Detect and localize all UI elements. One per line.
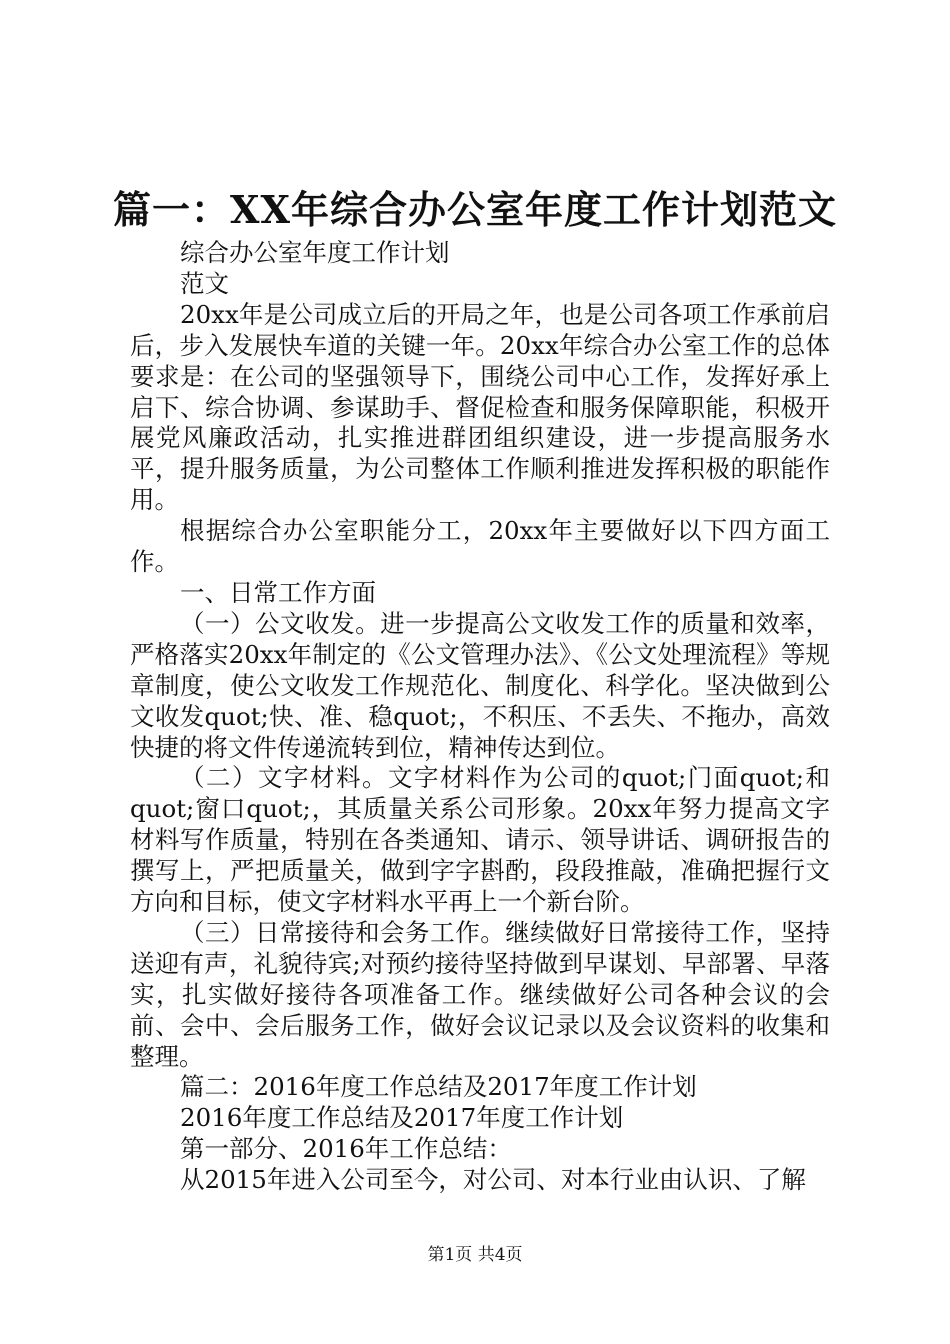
paragraph: 20xx年是公司成立后的开局之年，也是公司各项工作承前启后，步入发展快车道的关键一年。20xx年综合办公室工作的总体要求是：在公司的坚强领导下，围绕公司中心工作，发挥好承上启下、综合协调、参谋助手、督促检查和服务保障职能，积极开展党风廉政活动，扎实推进群团组织建设，进一步提高服务水平，提升服务质量，为公司整体工作顺利推进发挥积极的职能作用。 bbox=[130, 299, 830, 515]
document-body bbox=[130, 238, 830, 1196]
paragraph: 第一部分、2016年工作总结： bbox=[180, 1134, 512, 1164]
paragraph: 根据综合办公室职能分工，20xx年主要做好以下四方面工作。 bbox=[130, 516, 830, 577]
paragraph: 综合办公室年度工作计划 bbox=[180, 238, 450, 267]
paragraph: 范文 bbox=[180, 268, 229, 298]
section-heading: 篇二：2016年度工作总结及2017年度工作计划 bbox=[180, 1072, 697, 1102]
paragraph: 从2015年进入公司至今，对公司、对本行业由认识、了解 bbox=[180, 1165, 806, 1195]
page-footer: 第1页 共4页 bbox=[427, 1245, 523, 1265]
paragraph: 2016年度工作总结及2017年度工作计划 bbox=[180, 1103, 624, 1133]
document-title: 篇一：XX年综合办公室年度工作计划范文 bbox=[113, 187, 837, 232]
section-heading: 一、日常工作方面 bbox=[180, 577, 376, 607]
paragraph: （一）公文收发。进一步提高公文收发工作的质量和效率，严格落实20xx年制定的《公文管理办法》、《公文处理流程》等规章制度，使公文收发工作规范化、制度化、科学化。坚决做到公文收发quot;快、准、稳quot;，不积压、不丢失、不拖办，高效快捷的将文件传递流转到位，精神传达到位。 bbox=[130, 608, 830, 762]
paragraph: （二）文字材料。文字材料作为公司的quot;门面quot;和quot;窗口quot;，其质量关系公司形象。20xx年努力提高文字材料写作质量，特别在各类通知、请示、领导讲话、调研报告的撰写上，严把质量关，做到字字斟酌，段段推敲，准确把握行文方向和目标，使文字材料水平再上一个新台阶。 bbox=[130, 763, 830, 917]
paragraph: （三）日常接待和会务工作。继续做好日常接待工作，坚持送迎有声，礼貌待宾;对预约接待坚持做到早谋划、早部署、早落实，扎实做好接待各项准备工作。继续做好公司各种会议的会前、会中、会后服务工作，做好会议记录以及会议资料的收集和整理。 bbox=[130, 917, 830, 1071]
